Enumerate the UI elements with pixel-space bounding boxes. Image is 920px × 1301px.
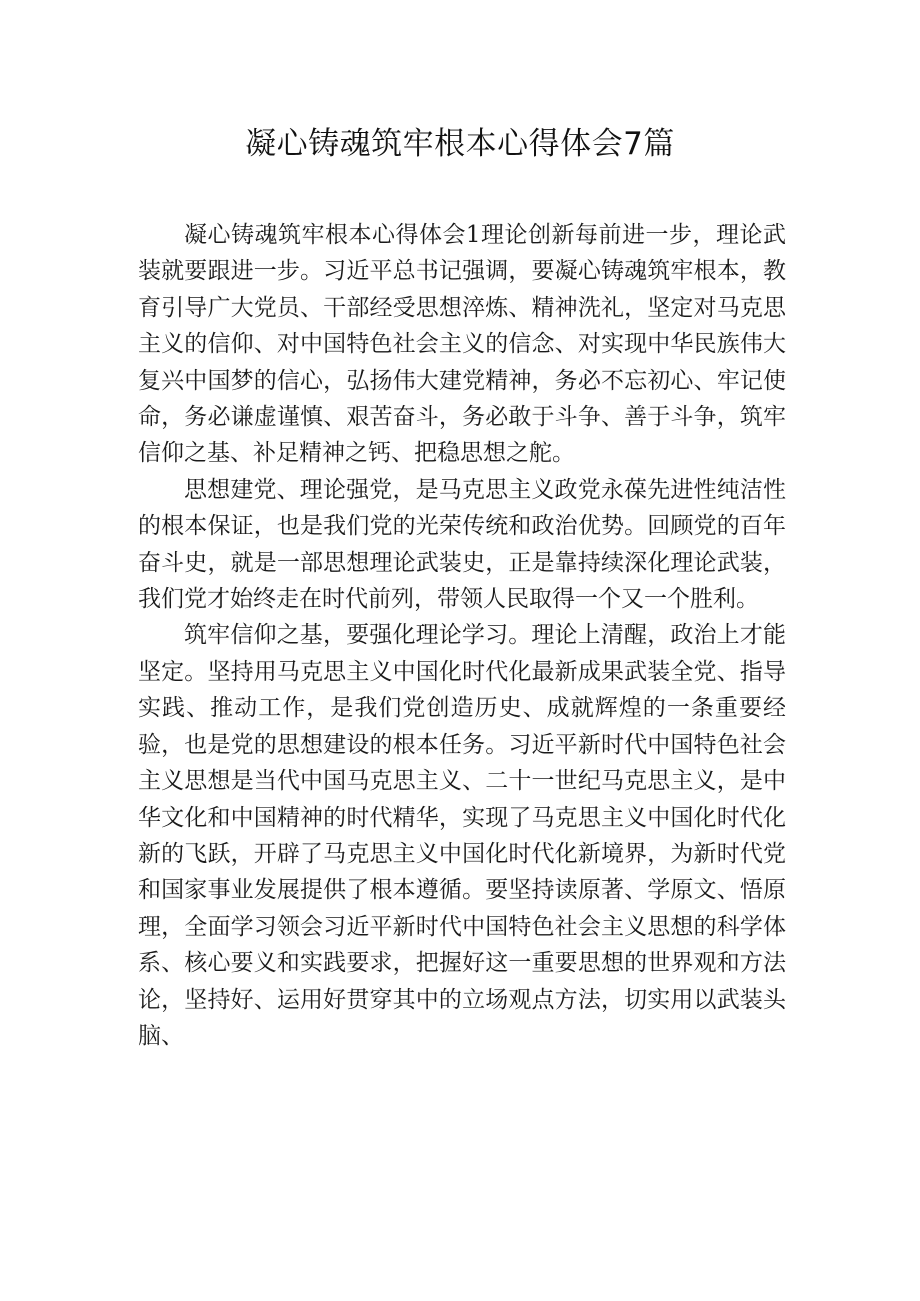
paragraph-3: 筑牢信仰之基，要强化理论学习。理论上清醒，政治上才能坚定。坚持用马克思主义中国化时代化最新成果武装全党、指导实践、推动工作，是我们党创造历史、成就辉煌的一条重要经验，也是党的思想建设的根本任务。习近平新时代中国特色社会主义思想是当代中国马克思主义、二十一世纪马克思主义，是中华文化和中国精神的时代精华，实现了马克思主义中国化时代化新的飞跃，开辟了马克思主义中国化时代化新境界，为新时代党和国家事业发展提供了根本遵循。要坚持读原著、学原文、悟原理，全面学习领会习近平新时代中国特色社会主义思想的科学体系、核心要义和实践要求，把握好这一重要思想的世界观和方法论，坚持好、运用好贯穿其中的立场观点方法，切实用以武装头脑、 [138, 622, 786, 1049]
document-body [138, 217, 786, 1054]
paragraph-1: 凝心铸魂筑牢根本心得体会1理论创新每前进一步，理论武装就要跟进一步。习近平总书记强调，要凝心铸魂筑牢根本，教育引导广大党员、干部经受思想淬炼、精神洗礼，坚定对马克思主义的信仰、对中国特色社会主义的信念、对实现中华民族伟大复兴中国梦的信心，弘扬伟大建党精神，务必不忘初心、牢记使命，务必谦虚谨慎、艰苦奋斗，务必敢于斗争、善于斗争，筑牢信仰之基、补足精神之钙、把稳思想之舵。 [138, 222, 786, 467]
paragraph-2: 思想建党、理论强党，是马克思主义政党永葆先进性纯洁性的根本保证，也是我们党的光荣传统和政治优势。回顾党的百年奋斗史，就是一部思想理论武装史，正是靠持续深化理论武装，我们党才始终走在时代前列，带领人民取得一个又一个胜利。 [138, 476, 786, 613]
document-title: 凝心铸魂筑牢根本心得体会7篇 [245, 126, 675, 162]
